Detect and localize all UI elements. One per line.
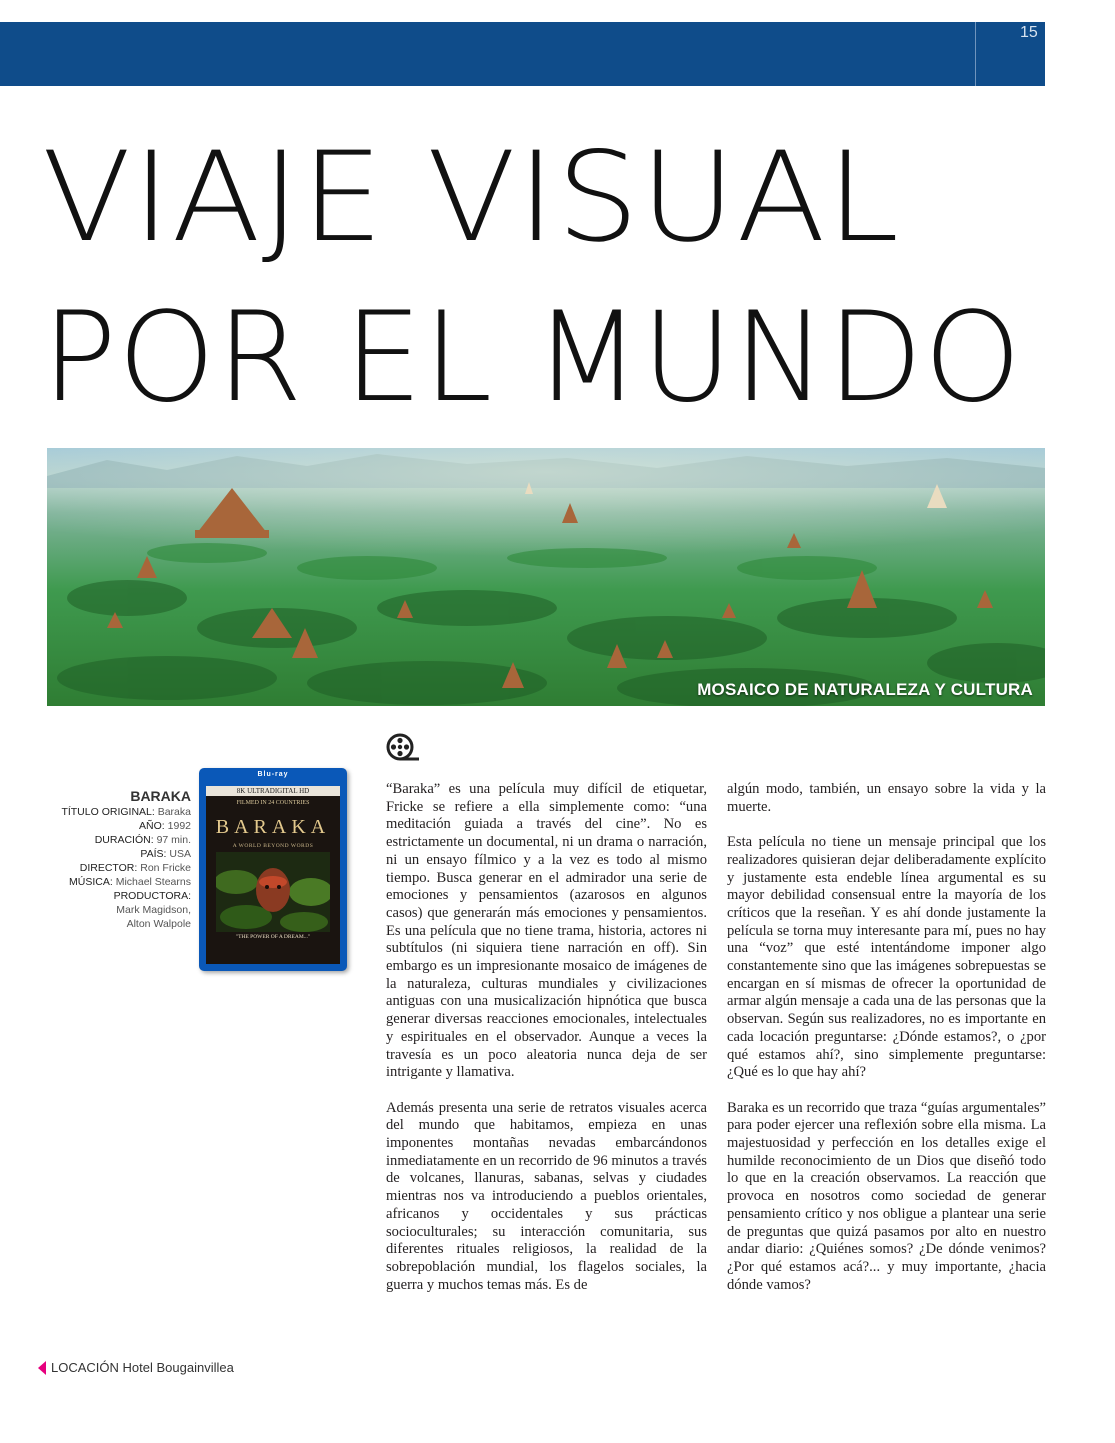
bluray-logo: Blu-ray bbox=[257, 771, 289, 778]
cover-subtitle: A WORLD BEYOND WORDS bbox=[232, 843, 314, 849]
headline-line-2: POR EL MUNDO bbox=[42, 286, 1023, 430]
article-column-1 bbox=[386, 781, 707, 1312]
page-number: 15 bbox=[1020, 24, 1038, 41]
film-title: BARAKA bbox=[130, 788, 191, 804]
info-row-duration: DURACIÓN: 97 min. bbox=[94, 834, 191, 846]
footer-value: Hotel Bougainvillea bbox=[122, 1360, 234, 1375]
info-row-director: DIRECTOR: Ron Fricke bbox=[79, 862, 191, 874]
info-row-country: PAÍS: USA bbox=[140, 848, 191, 860]
footer-label: LOCACIÓN bbox=[51, 1360, 119, 1375]
info-row-producer-label: PRODUCTORA: bbox=[113, 890, 191, 902]
photo-caption: MOSAICO DE NATURALEZA Y CULTURA bbox=[697, 680, 1033, 699]
footer-location bbox=[38, 1360, 234, 1375]
info-row-original-title: TÍTULO ORIGINAL: Baraka bbox=[61, 806, 191, 818]
cover-face-image bbox=[216, 852, 330, 932]
article-paragraph: Esta película no tiene un mensaje principal que los realizadores quisieran dejar deliberadamente explícito y justamente esta endeble línea argumental es su mayor debilidad consensual entre la mayoría de los críticos que la reseñan. Y es ahí donde justamente la película se torna muy interesante para mí, pues no hay una “voz” que esté intentándome imponer algo constantemente sino que las imágenes sobrepuestas se encargan en sí mismas de ofrecer la oportunidad de armar algún mensaje a cada una de las personas que la observan. Según sus realizadores, no es importante en cada locación preguntarse: ¿Dónde estamos?, o ¿por qué estamos ahí?, sino simplemente preguntarse: ¿Qué es lo que hay ahí? bbox=[727, 834, 1046, 1081]
cover-title: BARAKA bbox=[215, 816, 331, 838]
info-producer-1: Mark Magidson, bbox=[116, 904, 191, 916]
bluray-cover bbox=[199, 768, 347, 971]
cover-quote: "THE POWER OF A DREAM..." bbox=[235, 934, 311, 940]
article-paragraph: Baraka es un recorrido que traza “guías argumentales” para poder ejercer una reflexión sobre ella misma. La majestuosidad y perfección en los detalles exige el humilde reconocimiento de un Dios que diseñó todo lo que en la creación observamos. La reacción que provoca en nosotros como sociedad de generar pensamiento crítico y nos obligue a plantear una serie de preguntas que quizá pasamos por alto en nuestro andar diario: ¿Quiénes somos? ¿De dónde venimos? ¿Por qué estamos acá?... y muy importante, ¿hacia dónde vamos? bbox=[727, 1099, 1046, 1293]
info-row-year: AÑO: 1992 bbox=[139, 820, 191, 832]
cover-artwork bbox=[206, 786, 340, 964]
info-producer-2: Alton Walpole bbox=[126, 918, 191, 930]
article-paragraph: “Baraka” es una película muy difícil de etiquetar, Fricke se refiere a ella simplemente como: “una meditación guiada a través del cine”. No es estrictamente un documental, ni un drama o narración, ni un ensayo fílmico y a la vez es todo al mismo tiempo. Busca generar en el admirador una serie de emociones y pensamientos (azarosos en algunos casos) que generarán más emociones y pensamientos. Es una película que no tiene trama, historia, actores ni subtítulos (ni siquiera tiene narración en off). Sin embargo es un impresionante mosaico de imágenes de la naturaleza, culturas mundiales y civilizaciones antiguas con una musicalización hipnótica que busca generar diversas reacciones emocionales, intelectuales y espirituales en el observador. Aunque a veces la travesía es un poco aleatoria nunca deja de ser intrigante y llamativa. bbox=[386, 781, 707, 1081]
film-reel-icon bbox=[386, 733, 420, 763]
article-paragraph: algún modo, también, un ensayo sobre la vida y la muerte. bbox=[727, 781, 1046, 815]
cover-tagline: FILMED IN 24 COUNTRIES bbox=[236, 800, 310, 806]
article-column-2 bbox=[727, 781, 1046, 1312]
landscape-photo bbox=[47, 448, 1045, 706]
headline bbox=[42, 118, 1062, 438]
film-info-sidebar bbox=[60, 788, 191, 931]
article-paragraph: Además presenta una serie de retratos visuales acerca del mundo que habitamos, empieza en unas imponentes montañas nevadas embarcándonos inmediatamente en un recorrido de 96 minutos a través de volcanes, llanuras, sabanas, selvas y ciudades mientras nos va introduciendo a pueblos orientales, africanos y occidentales y sus prácticas socioculturales; su interacción comunitaria, sus diferentes rituales religiosos, la realidad de la sobrepoblación mundial, los flagelos sociales, la guerra y muchos temas más. Es de bbox=[386, 1099, 707, 1293]
cover-format: 8K ULTRADIGITAL HD bbox=[206, 786, 340, 796]
temples-landscape-image bbox=[47, 448, 1045, 706]
header-band bbox=[0, 22, 1045, 86]
info-row-music: MÚSICA: Michael Stearns bbox=[69, 876, 191, 888]
headline-line-1: VIAJE VISUAL bbox=[42, 126, 901, 270]
header-divider bbox=[975, 22, 976, 86]
left-arrow-icon bbox=[38, 1361, 46, 1375]
